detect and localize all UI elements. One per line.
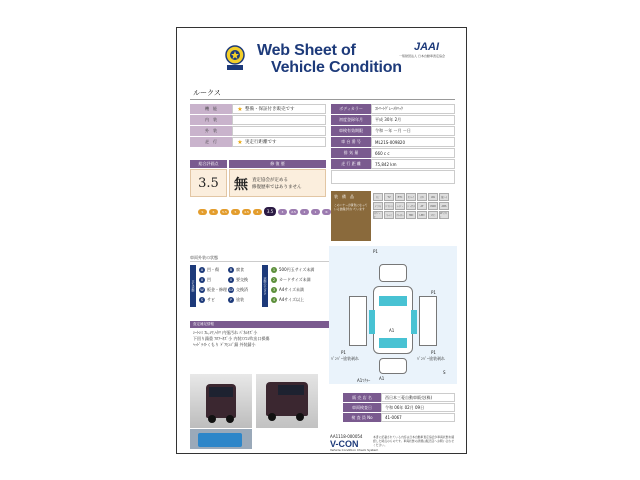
spec-value: 令和 ー年 ー月 ー日 xyxy=(371,126,455,136)
legend-badge-icon: U xyxy=(200,278,204,282)
vehicle-damage-diagram xyxy=(329,246,457,384)
legend-badge-icon: 4 xyxy=(272,298,276,302)
spec-label: 車検有効期限 xyxy=(331,126,371,136)
star-icon: ★ xyxy=(237,138,243,146)
car-wheel-shape xyxy=(226,415,234,423)
dealer-label: 検 査 員 No xyxy=(343,413,381,422)
spec-label: 走 行 距 離 xyxy=(331,159,371,169)
score-scale xyxy=(198,207,333,216)
star-icon: ★ xyxy=(237,105,243,113)
damage-panel xyxy=(379,296,407,306)
legend-text: 板金・修理 xyxy=(207,287,227,292)
equipment-item: AT xyxy=(417,202,427,210)
spec-row xyxy=(331,115,455,125)
dealer-row xyxy=(343,393,455,402)
diagram-label: P1 xyxy=(431,290,436,295)
legend-text: 腐食 xyxy=(236,267,244,272)
scale-step: 6 xyxy=(209,209,218,215)
spec-label: ボディカラー xyxy=(331,104,371,114)
inspection-seal-icon xyxy=(224,44,246,72)
spec-row xyxy=(331,104,455,114)
equipment-item: AW xyxy=(428,193,438,201)
equipment-item: ﾊﾟﾜｽﾗ xyxy=(373,202,383,210)
legend-text: 交換済 xyxy=(236,287,248,292)
sheet-header xyxy=(177,28,467,80)
legend-side-left: 主な状態 xyxy=(190,265,196,307)
diagram-label: P1 xyxy=(341,350,346,355)
legend-text: A4サイズ未満 xyxy=(279,287,304,292)
diagram-label: ﾊﾞﾝﾊﾟｰ塗装剥れ xyxy=(417,356,445,361)
condition-value xyxy=(232,115,326,125)
repair-text xyxy=(252,177,302,191)
scale-step: 5.5 xyxy=(220,209,229,215)
car-photo-front[interactable] xyxy=(190,374,252,428)
legend-badge-icon: X xyxy=(229,278,233,282)
equipment-item: ETC xyxy=(395,193,405,201)
score-header: 総合評価点 xyxy=(190,160,227,168)
equipment-title: 装 備 品 xyxy=(334,194,354,199)
notes-header: 査定補足情報 xyxy=(190,321,330,328)
repair-kanji: 無 xyxy=(234,177,248,193)
equipment-item: ﾊﾞｯｸｶﾒ xyxy=(406,202,416,210)
spec-label: 車 台 番 号 xyxy=(331,137,371,147)
legend-text: 塗装 xyxy=(236,297,244,302)
equipment-item: ﾊﾟﾜｼｰﾄ xyxy=(384,202,394,210)
spec-value: 75,842 km xyxy=(371,159,455,169)
inspection-notes xyxy=(190,321,330,371)
dealer-value: 西日本三菱自動車販売(株) xyxy=(381,393,455,402)
equipment-item: W ｴｱｺﾝ xyxy=(440,212,448,219)
vehicle-rear xyxy=(379,358,407,374)
equipment-item: ｴｱｺﾝ xyxy=(428,211,438,219)
condition-row xyxy=(190,137,326,147)
car-wheel-shape xyxy=(208,415,216,423)
legend-text: 凹・傷 xyxy=(207,267,219,272)
condition-label: 外 装 xyxy=(190,126,232,136)
dealer-label: 販 売 店 名 xyxy=(343,393,381,402)
repair-history xyxy=(229,169,326,197)
legend-badge-icon: B xyxy=(229,268,233,272)
scale-step: R xyxy=(322,209,331,215)
spec-row xyxy=(331,159,455,169)
scale-step: 1 xyxy=(311,209,320,215)
legend-badge-icon: 1 xyxy=(272,268,276,272)
vehicle-side-right xyxy=(419,296,437,346)
repair-header: 修 復 歴 xyxy=(229,160,326,168)
diagram-label: P1 xyxy=(373,249,378,254)
legend-text: A4サイズ以上 xyxy=(279,297,304,302)
damage-panel xyxy=(369,310,375,334)
diagram-label: ﾊﾞﾝﾊﾟｰ塗装剥れ xyxy=(331,356,359,361)
diagram-label: A1 xyxy=(389,328,395,333)
notes-line: ｼｰﾄｼﾐ ｽﾚ,ｼﾜ,ﾍﾀﾘ 内張汚れ ﾊﾟﾈﾙｷｽﾞ小 xyxy=(193,330,258,335)
damage-panel xyxy=(379,338,407,348)
equipment-item: ｽﾏｰﾄｷｰ xyxy=(395,211,405,219)
equipment-item: 4WD xyxy=(428,202,438,210)
scale-step: 4 xyxy=(253,209,262,215)
spec-value: ML21S-009820 xyxy=(371,137,455,147)
condition-value xyxy=(232,137,326,147)
equipment-grid xyxy=(373,193,455,239)
condition-text: 実走行距離です xyxy=(245,140,277,145)
car-name: ルークス xyxy=(193,89,221,97)
car-photo-rear[interactable] xyxy=(256,374,318,428)
condition-value xyxy=(232,104,326,114)
equipment-item: ﾚｰﾀﾞｰ xyxy=(395,202,405,210)
sheet-id: AA1118-000054 xyxy=(330,434,363,439)
title-line-2: Vehicle Condition xyxy=(271,59,402,76)
legend-text: サビ xyxy=(207,297,215,302)
spec-row xyxy=(331,137,455,147)
legend-item xyxy=(271,267,314,273)
title-line-1: Web Sheet of xyxy=(257,42,356,59)
diagram-label: A1ﾏｸﾗｰ xyxy=(357,378,371,383)
legend-item xyxy=(271,277,311,283)
vehicle-condition-sheet xyxy=(176,27,467,454)
legend-text: 凹 xyxy=(207,277,211,282)
car-window-shape xyxy=(209,387,233,397)
dealer-value: 令和 06年 02月 09日 xyxy=(381,403,455,412)
scale-step: 3.5 xyxy=(264,207,276,216)
spec-label: 初度登録年月 xyxy=(331,115,371,125)
spec-row xyxy=(331,126,455,136)
car-wheel-shape xyxy=(296,413,304,421)
notes-text xyxy=(190,328,330,350)
diagram-label: S xyxy=(443,370,446,375)
sheet-title xyxy=(257,42,402,76)
diagram-label: P1 xyxy=(431,350,436,355)
scale-step: 3 xyxy=(278,209,287,215)
overall-score: 3.5 xyxy=(190,169,227,197)
car-window-shape xyxy=(278,385,304,395)
legend-item xyxy=(271,297,304,303)
equipment-item: ｷｰﾚｽ xyxy=(384,211,394,219)
condition-value xyxy=(232,126,326,136)
disclaimer: 本書に記載されている内容は日本自動車査定協会が車両状態を確認した時点のものです。車両状態の詳細は販売店へお問い合わせください。 xyxy=(373,435,455,447)
legend-item xyxy=(228,277,248,283)
legend-item xyxy=(228,287,248,293)
equipment-item: TV xyxy=(384,193,394,201)
repair-text-line: 査定協会が定める xyxy=(252,178,288,183)
equipment-item: ｴｱﾊﾞｯｸﾞ xyxy=(373,211,383,219)
condition-label: 内 装 xyxy=(190,115,232,125)
equipment-item: ｴｱﾛ xyxy=(417,193,427,201)
org-name: 一般財団法人 日本自動車査定協会 xyxy=(399,54,445,58)
dealer-table xyxy=(343,393,455,423)
equipment-item: ｻﾝﾙｰﾌ xyxy=(406,193,416,201)
car-name-bar xyxy=(190,85,455,100)
equipment-item: 革ｼｰﾄ xyxy=(439,193,449,201)
legend-text: 要交換 xyxy=(236,277,248,282)
score-box xyxy=(190,160,326,200)
legend-item xyxy=(199,277,211,283)
legend-text: 500円玉サイズ未満 xyxy=(279,267,315,272)
spec-value: ｽﾄﾘｰﾄｸﾞﾚｰﾒﾀﾘｯｸ xyxy=(371,104,455,114)
condition-text: 整備・保証付き販売です xyxy=(245,107,295,112)
car-wheel-shape xyxy=(268,413,276,421)
spec-blank xyxy=(331,170,455,184)
car-photo-interior[interactable] xyxy=(190,429,252,449)
legend-item xyxy=(199,287,227,293)
legend-badge-icon: W xyxy=(200,288,204,292)
jaai-logo: JAAI xyxy=(414,41,440,53)
spec-value: 660 c c xyxy=(371,148,455,158)
scale-step: 4.5 xyxy=(242,209,251,215)
interior-shape xyxy=(198,433,242,447)
legend-badge-icon: P xyxy=(229,298,233,302)
spec-row xyxy=(331,148,455,158)
equipment-item: HID xyxy=(406,211,416,219)
vcon-subtitle: Vehicle Condition Check System xyxy=(330,448,379,452)
legend-text: カードサイズ未満 xyxy=(279,277,311,282)
repair-text-line: 修復歴車ではありません xyxy=(252,185,302,190)
notes-line: ﾍｯﾄﾞﾗｲﾄくもり ﾄﾞｱﾋﾝｼﾞ錆 外装錆小 xyxy=(193,342,256,347)
legend-item xyxy=(228,297,244,303)
condition-row xyxy=(190,126,326,136)
equipment-note: このバナーが黄色になっている装備が付いています xyxy=(334,203,368,211)
legend-badge-icon: 2 xyxy=(272,278,276,282)
legend-item xyxy=(228,267,244,273)
dealer-row xyxy=(343,403,455,412)
notes-line: 下回り錆重 ﾌﾛｱｰｷｽﾞ小 内装ｴｱｺﾝ吹出口損傷 xyxy=(193,336,270,341)
damage-panel xyxy=(411,310,417,334)
condition-label: 機 能 xyxy=(190,104,232,114)
dealer-row xyxy=(343,413,455,422)
legend-side-right: 状態の大きさ xyxy=(262,265,268,307)
diagram-label: A1 xyxy=(379,376,385,381)
scale-step: S xyxy=(198,209,207,215)
equipment-item: LED xyxy=(417,211,427,219)
equipment-header xyxy=(331,191,371,241)
equipment-item: ﾅﾋﾞ xyxy=(373,193,383,201)
vcon-logo: V-CON xyxy=(330,439,359,449)
condition-table xyxy=(190,104,326,148)
condition-label: 走 行 xyxy=(190,137,232,147)
scale-step: 5 xyxy=(231,209,240,215)
damage-legend xyxy=(190,255,330,317)
legend-badge-icon: S xyxy=(200,298,204,302)
dealer-label: 車両検査日 xyxy=(343,403,381,412)
condition-row xyxy=(190,104,326,114)
scale-step: 2 xyxy=(300,209,309,215)
condition-row xyxy=(190,115,326,125)
legend-item xyxy=(199,297,215,303)
vehicle-front xyxy=(379,264,407,282)
legend-badge-icon: A xyxy=(200,268,204,272)
vehicle-side-left xyxy=(349,296,367,346)
equipment-box xyxy=(331,191,455,241)
spec-table xyxy=(331,104,455,184)
legend-item xyxy=(271,287,304,293)
legend-badge-icon: XX xyxy=(228,288,234,292)
legend-item xyxy=(199,267,219,273)
dealer-value: 41-0067 xyxy=(381,413,455,422)
equipment-item: ABS xyxy=(439,202,449,210)
scale-step: 2.5 xyxy=(289,209,298,215)
legend-title: 車両外装の状態 xyxy=(190,255,330,262)
legend-badge-icon: 3 xyxy=(272,288,276,292)
spec-value: 平成 30年 2月 xyxy=(371,115,455,125)
spec-label: 排 気 量 xyxy=(331,148,371,158)
